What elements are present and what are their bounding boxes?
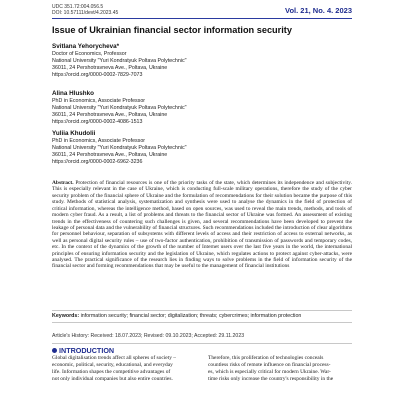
divider — [52, 310, 352, 311]
text-line: Therefore, this proliferation of technologies conceals — [208, 355, 324, 361]
bullet-icon — [52, 348, 57, 353]
text-line: life. Information shapes the competitive advantages of — [52, 368, 171, 375]
udc-code: UDC 351.72:004.056.5 — [52, 4, 104, 10]
header-divider — [52, 18, 352, 19]
author-block — [52, 43, 186, 79]
article-history: Article's History: Received: 18.07.2023; Revised: 09.10.2023; Accepted: 29.11.2023 — [52, 333, 245, 339]
text-line: Global digitalisation trends affect all spheres of society – — [52, 355, 177, 361]
author-degree: Doctor of Economics, Professor — [52, 51, 127, 57]
author-orcid-link[interactable]: https://orcid.org/0000-0002-6962-3236 — [52, 158, 143, 165]
author-affiliation: National University "Yuri Kondratyuk Poltava Polytechnic" — [52, 144, 187, 151]
author-block — [52, 130, 186, 166]
author-affiliation: National University "Yuri Kondratyuk Poltava Polytechnic" — [52, 104, 187, 111]
author-name: Alina Hlushko — [52, 90, 94, 97]
divider — [52, 322, 352, 323]
author-orcid-link[interactable]: https://orcid.org/0000-0002-4086-1513 — [52, 118, 143, 125]
author-affiliation: National University "Yuri Kondratyuk Poltava Polytechnic" — [52, 57, 187, 64]
divider — [52, 343, 352, 344]
author-degree: PhD in Economics, Associate Professor — [52, 98, 146, 104]
author-address: 36011, 24 Pershotravneva Ave., Poltava, Ukraine — [52, 151, 168, 158]
text-line: economic, political, security, educational, and everyday — [52, 361, 173, 368]
author-name: Svitlana Yehorycheva* — [52, 43, 120, 50]
text-line: time risks only increase the country's responsibility in the — [208, 375, 334, 382]
text-line: not only individual companies but also entire countries. — [52, 375, 173, 382]
volume-info: Vol. 21, No. 4. 2023 — [285, 6, 352, 15]
intro-left-column — [52, 355, 195, 383]
keywords — [52, 313, 352, 320]
doi-link[interactable]: DOI: 10.57111/devt/4.2023.45 — [52, 10, 119, 16]
author-address: 36011, 24 Pershotravneva Ave., Poltava, Ukraine — [52, 111, 168, 118]
text-line: countless risks of remote influence on financial process- — [208, 361, 331, 368]
intro-right-column — [208, 355, 351, 383]
text-line: es, which is especially critical for modern Ukraine. War- — [208, 368, 331, 375]
author-orcid-link[interactable]: https://orcid.org/0000-0002-7829-7073 — [52, 71, 143, 78]
journal-header — [52, 3, 352, 19]
corresponding-author-marker: * — [116, 43, 120, 50]
keywords-text: information security; financial sector; digitalization; threats; cybercrimes; information protection — [80, 313, 302, 319]
article-title: Issue of Ukrainian financial sector information security — [52, 25, 292, 35]
keywords-label: Keywords: — [52, 313, 80, 319]
section-heading — [52, 346, 114, 355]
abstract — [52, 180, 352, 270]
abstract-text: Protection of financial resources is one of the priority tasks of the state, which determines its independence and subjectivity. This is especially relevant in the case of Ukraine, which is conducting full-scale military operations, therefore the study of the cyber security problem of the financial sphere of Ukraine and the formulation of recommendations for their solution became the purpose of this study. Methods of statistical analysis, systematization and synthesis were used to analyse the dynamics in the field of protection of critical information, whereas the intelligence method, based on open sources, was used to reveal the main trends, methods, and tools of modern cyber fraud. As a result, a list of problems and threats to the financial sector of Ukraine was formed. An assessment of existing trends in the effectiveness of countering such challenges is given, and several recommendations have been developed to prevent the leakage of personal data and the vulnerability of financial structures. Such recommendations included the introduction of clear algorithms for personnel behaviour, separation of subsystems with different levels of access and their restriction of access to external networks, as well as personal digital security rules – use of two-factor authentication, prohibition of transmission of passwords and temporary codes, etc. In the context of the dynamics of the growth of the number of Internet users over the last five years in the world, the international principles of ensuring information security and the legislation of Ukraine, which regulates actions to protect against cyber-attacks, were analysed. The practical significance of the research lies in finding ways to solve problems in the field of information security of the financial sector and forming recommendations that may be useful to the management of financial institutions — [52, 180, 352, 270]
section-heading-text: INTRODUCTION — [59, 346, 115, 355]
author-name: Yuliia Khudolii — [52, 130, 96, 137]
author-degree: PhD in Economics, Associate Professor — [52, 138, 146, 144]
author-block — [52, 90, 186, 126]
author-address: 36011, 24 Pershotravneva Ave., Poltava, Ukraine — [52, 64, 168, 71]
abstract-label: Abstract. — [52, 180, 74, 186]
